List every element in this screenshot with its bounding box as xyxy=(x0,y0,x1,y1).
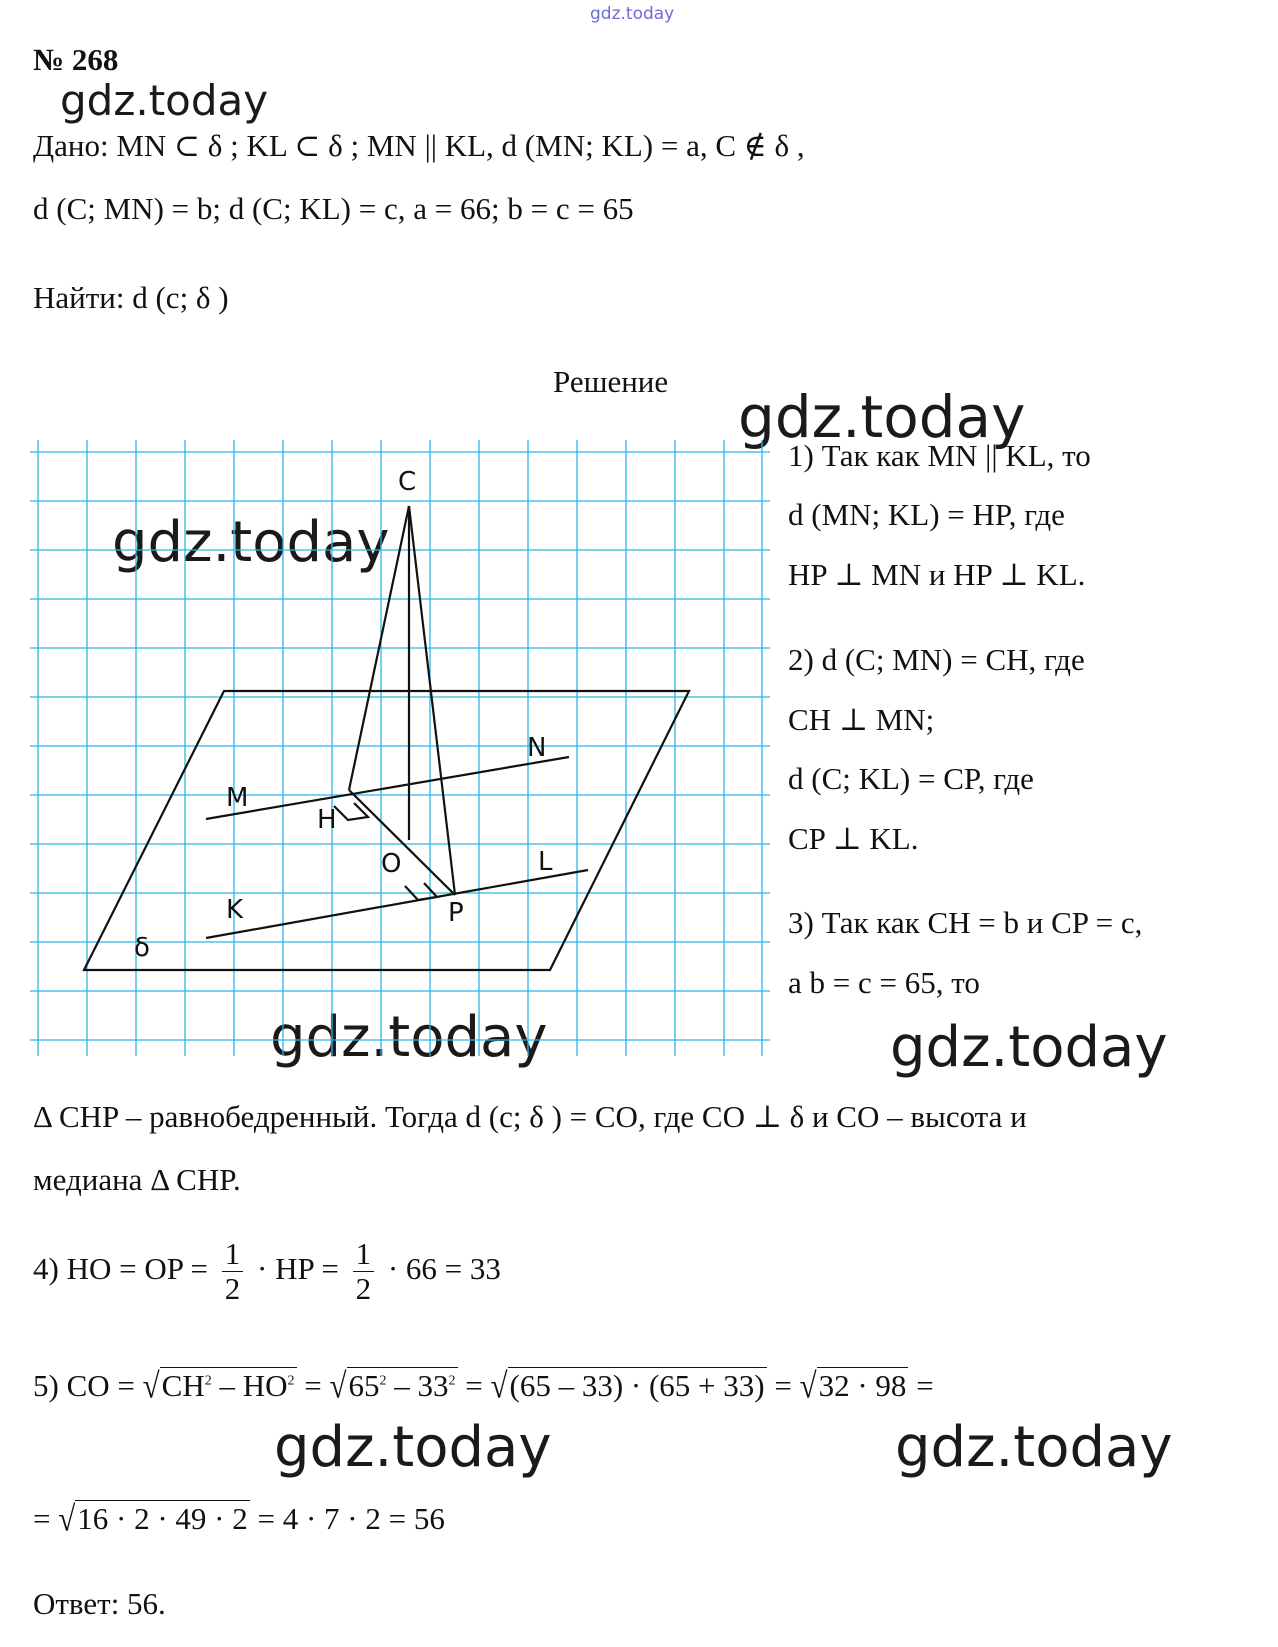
sqrt-1: $√CH^2 - HO^2$ xyxy=(142,1365,295,1406)
square-b: 2 xyxy=(287,1373,295,1389)
sqrt-1-term-b: – HO xyxy=(211,1368,288,1403)
label-l: L xyxy=(538,847,553,877)
grid xyxy=(30,440,770,1056)
step4 xyxy=(33,1238,501,1306)
step5-line1 xyxy=(33,1367,934,1404)
step5-result: = 4 · 7 · 2 = 56 xyxy=(257,1501,445,1536)
sqrt-5-radicand: 16 · 2 · 49 · 2 xyxy=(77,1501,248,1536)
problem-number: № 268 xyxy=(33,42,119,77)
step3-line1: 3) Так как CH = b и CP = c, xyxy=(788,905,1143,940)
label-o: O xyxy=(381,849,402,879)
right-angle-p xyxy=(405,883,437,900)
segment-cp xyxy=(409,506,455,895)
equals-3: = xyxy=(774,1368,792,1403)
segment-hp xyxy=(349,790,455,895)
step2-line3: d (C; KL) = CP, где xyxy=(788,761,1034,796)
find-line: Найти: d (c; δ ) xyxy=(33,280,229,315)
watermark-top: gdz.today xyxy=(590,4,675,24)
step4-tail: · 66 = 33 xyxy=(387,1250,501,1286)
label-n: N xyxy=(527,733,547,763)
step1-line1: 1) Так как MN || KL, то xyxy=(788,438,1091,473)
label-p: P xyxy=(448,898,464,928)
sqrt-5: √16 · 2 · 49 · 2 xyxy=(58,1498,248,1539)
line-kl xyxy=(206,870,588,938)
label-k: K xyxy=(226,895,244,925)
label-c: C xyxy=(398,467,417,497)
step2-line1: 2) d (C; MN) = CH, где xyxy=(788,642,1085,677)
step4-fraction-2 xyxy=(353,1238,375,1306)
step3-line2: a b = c = 65, то xyxy=(788,965,980,1000)
sqrt-2-term-b: – 33 xyxy=(386,1368,449,1403)
step4-fraction-1 xyxy=(222,1238,244,1306)
watermark-1: gdz.today xyxy=(60,76,269,125)
fraction-numerator: 1 xyxy=(353,1238,375,1272)
fraction-numerator: 1 xyxy=(222,1238,244,1272)
sqrt-2: $√65^2 - 33^2$ xyxy=(329,1365,456,1406)
right-angle-h xyxy=(334,803,368,820)
equals-1: = xyxy=(304,1368,322,1403)
sqrt-1-term-a: CH xyxy=(161,1368,205,1403)
label-m: M xyxy=(226,783,249,813)
sqrt-4: √32 · 98 xyxy=(799,1365,907,1406)
answer: Ответ: 56. xyxy=(33,1586,166,1621)
step4-lead: 4) HO = OP = xyxy=(33,1250,209,1286)
given-line-1: Дано: MN ⊂ δ ; KL ⊂ δ ; MN || KL, d (MN; KL) = a, C ∉ δ , xyxy=(33,128,805,163)
square-d: 2 xyxy=(448,1373,456,1389)
step1-line2: d (MN; KL) = HP, где xyxy=(788,497,1065,532)
given-line-2: d (C; MN) = b; d (C; KL) = c, a = 66; b = c = 65 xyxy=(33,191,634,226)
watermark-2: gdz.today xyxy=(738,383,1026,451)
watermark-7: gdz.today xyxy=(895,1415,1173,1480)
label-h: H xyxy=(317,805,337,835)
square-c: 2 xyxy=(379,1373,387,1389)
step4-mid: · HP = xyxy=(257,1250,339,1286)
watermark-4: gdz.today xyxy=(270,1005,548,1070)
line-mn xyxy=(206,757,569,819)
solution-title: Решение xyxy=(553,364,669,399)
equals-5: = xyxy=(33,1501,51,1536)
label-delta: δ xyxy=(134,933,150,963)
step3-line3: Δ CHP – равнобедренный. Тогда d (c; δ ) = CO, где CO ⊥ δ и CO – высота и xyxy=(33,1099,1027,1134)
sqrt-3-radicand: (65 – 33) · (65 + 33) xyxy=(509,1368,765,1403)
watermark-3: gdz.today xyxy=(112,510,390,575)
step1-line3: HP ⊥ MN и HP ⊥ KL. xyxy=(788,557,1086,592)
square-a: 2 xyxy=(204,1373,212,1389)
step3-line4: медиана Δ CHP. xyxy=(33,1162,241,1197)
geometry-figure xyxy=(30,440,770,1060)
watermark-6: gdz.today xyxy=(274,1415,552,1480)
fraction-denominator: 2 xyxy=(355,1270,372,1306)
watermark-5: gdz.today xyxy=(890,1015,1168,1080)
equals-4: = xyxy=(916,1368,934,1403)
fraction-denominator: 2 xyxy=(224,1270,241,1306)
plane-delta xyxy=(84,691,689,970)
step2-line4: CP ⊥ KL. xyxy=(788,821,919,856)
equals-2: = xyxy=(465,1368,483,1403)
step5-lead: 5) CO = xyxy=(33,1368,135,1403)
step2-line2: CH ⊥ MN; xyxy=(788,702,935,737)
step5-line2 xyxy=(33,1500,445,1537)
sqrt-2-term-a: 65 xyxy=(348,1368,380,1403)
sqrt-4-radicand: 32 · 98 xyxy=(818,1368,907,1403)
sqrt-3: √(65 – 33) · (65 + 33) xyxy=(490,1365,765,1406)
